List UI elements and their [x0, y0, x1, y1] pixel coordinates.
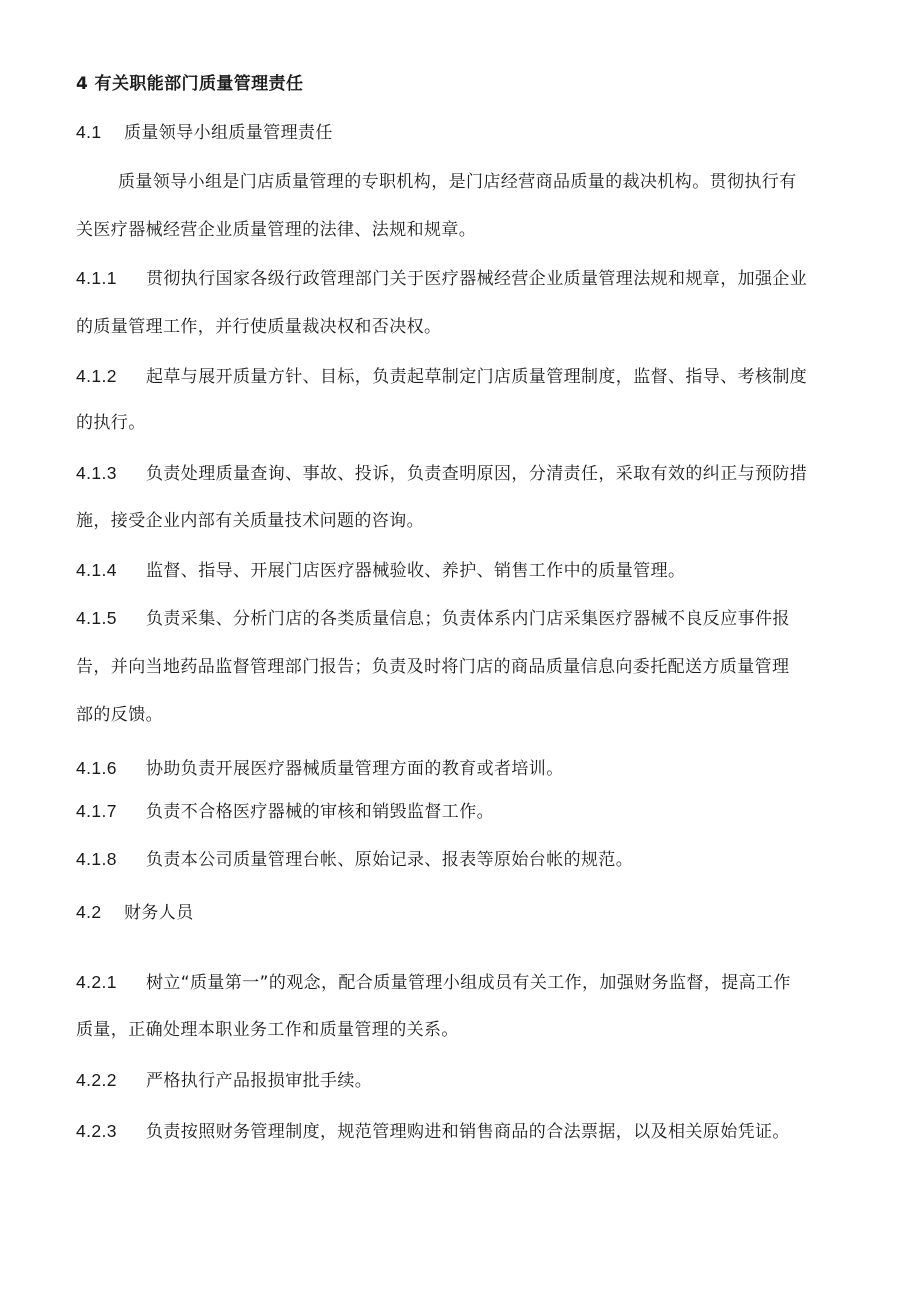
item-4-1-1-line-1 [76, 266, 807, 291]
item-number: 4.2.2 [76, 1070, 117, 1090]
item-number: 4.1.5 [76, 608, 117, 628]
item-number: 4.2.3 [76, 1121, 117, 1141]
item-4-2-1-line-2: 质量，正确处理本职业务工作和质量管理的关系。 [76, 1020, 459, 1040]
item-4-2-1-line-1 [76, 970, 791, 995]
item-text: 起草与展开质量方针、目标，负责起草制定门店质量管理制度，监督、指导、考核制度 [146, 367, 808, 387]
item-text: 协助负责开展医疗器械质量管理方面的教育或者培训。 [146, 759, 564, 779]
section-number: 4.2 [76, 902, 102, 922]
item-4-1-8-line-1 [76, 847, 633, 872]
section-4-1-heading [76, 120, 333, 145]
item-4-1-5-line-3: 部的反馈。 [76, 705, 163, 725]
item-4-2-2-line-1 [76, 1068, 372, 1093]
section-number: 4.1 [76, 122, 102, 142]
item-4-1-5-line-1 [76, 606, 790, 631]
item-4-1-2-line-2: 的执行。 [76, 413, 146, 433]
item-text: 贯彻执行国家各级行政管理部门关于医疗器械经营企业质量管理法规和规章，加强企业 [146, 269, 808, 289]
item-4-1-3-line-2: 施，接受企业内部有关质量技术问题的咨询。 [76, 511, 424, 531]
item-text: 负责不合格医疗器械的审核和销毁监督工作。 [146, 802, 494, 822]
item-4-1-1-line-2: 的质量管理工作，并行使质量裁决权和否决权。 [76, 317, 442, 337]
item-4-1-7-line-1 [76, 799, 494, 824]
section-title: 财务人员 [124, 903, 194, 923]
item-4-1-4-line-1 [76, 558, 685, 583]
item-number: 4.1.2 [76, 366, 117, 386]
intro-paragraph-line-1: 质量领导小组是门店质量管理的专职机构，是门店经营商品质量的裁决机构。贯彻执行有 [118, 172, 797, 192]
item-4-1-3-line-1 [76, 461, 807, 486]
item-text: 负责处理质量查询、事故、投诉，负责查明原因，分清责任，采取有效的纠正与预防措 [146, 464, 808, 484]
section-title: 质量领导小组质量管理责任 [124, 123, 333, 143]
item-4-2-3-line-1 [76, 1119, 790, 1144]
item-number: 4.1.4 [76, 560, 117, 580]
item-text: 负责本公司质量管理台帐、原始记录、报表等原始台帐的规范。 [146, 850, 634, 870]
item-text: 负责按照财务管理制度，规范管理购进和销售商品的合法票据，以及相关原始凭证。 [146, 1122, 790, 1142]
intro-paragraph-line-2: 关医疗器械经营企业质量管理的法律、法规和规章。 [76, 220, 477, 240]
item-number: 4.1.3 [76, 463, 117, 483]
item-4-1-5-line-2: 告，并向当地药品监督管理部门报告；负责及时将门店的商品质量信息向委托配送方质量管理 [76, 657, 790, 677]
item-text: 严格执行产品报损审批手续。 [146, 1071, 373, 1091]
item-text: 监督、指导、开展门店医疗器械验收、养护、销售工作中的质量管理。 [146, 561, 686, 581]
item-number: 4.1.1 [76, 268, 117, 288]
item-text: 树立“质量第一”的观念，配合质量管理小组成员有关工作，加强财务监督，提高工作 [146, 973, 791, 993]
item-number: 4.1.6 [76, 758, 117, 778]
item-4-1-2-line-1 [76, 364, 807, 389]
item-number: 4.2.1 [76, 972, 117, 992]
item-number: 4.1.7 [76, 801, 117, 821]
item-number: 4.1.8 [76, 849, 117, 869]
section-4-heading: 4 有关职能部门质量管理责任 [76, 74, 304, 94]
section-4-2-heading [76, 900, 194, 925]
item-text: 负责采集、分析门店的各类质量信息；负责体系内门店采集医疗器械不良反应事件报 [146, 609, 790, 629]
item-4-1-6-line-1 [76, 756, 564, 781]
